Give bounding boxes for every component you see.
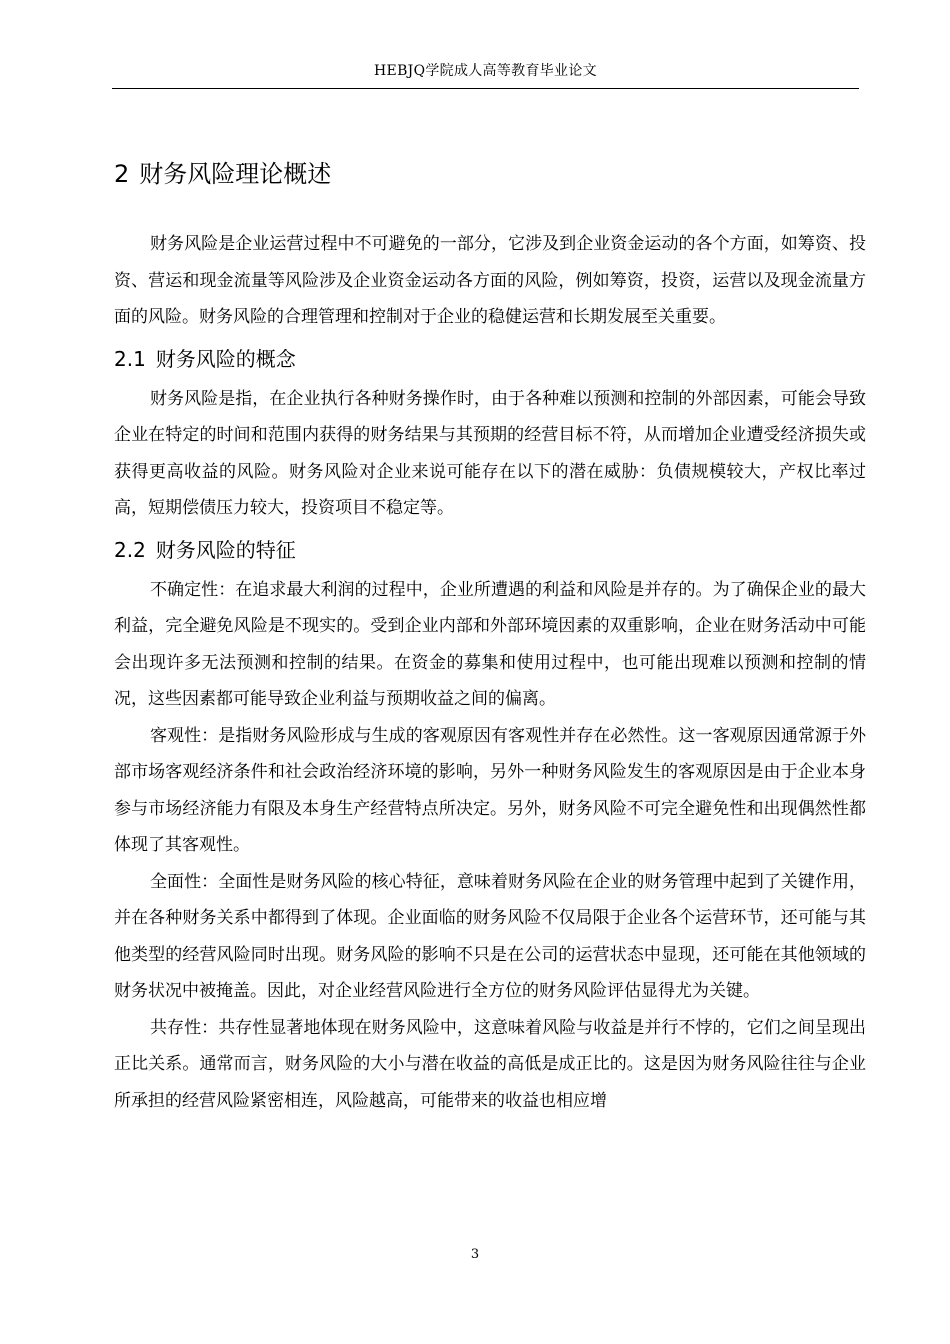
section-heading-2-1 [114, 344, 866, 374]
chapter-number: 2 [114, 160, 130, 188]
chapter-title: 财务风险理论概述 [139, 160, 332, 188]
header-divider [112, 88, 859, 89]
body-paragraph: 不确定性：在追求最大利润的过程中，企业所遭遇的利益和风险是并存的。为了确保企业的最大利益，完全避免风险是不现实的。受到企业内部和外部环境因素的双重影响，企业在财务活动中可能会出现许多无法预测和控制的结果。在资金的募集和使用过程中，也可能出现难以预测和控制的情况，这些因素都可能导致企业利益与预期收益之间的偏离。 [114, 579, 866, 709]
section-title: 财务风险的特征 [155, 537, 296, 562]
section-number: 2.1 [114, 346, 146, 371]
section-title: 财务风险的概念 [155, 346, 296, 371]
document-body [114, 150, 866, 1119]
page-number: 3 [470, 1247, 480, 1262]
body-paragraph: 客观性：是指财务风险形成与生成的客观原因有客观性并存在必然性。这一客观原因通常源于外部市场客观经济条件和社会政治经济环境的影响，另外一种财务风险发生的客观原因是由于企业本身参与市场经济能力有限及本身生产经营特点所决定。另外，财务风险不可完全避免性和出现偶然性都体现了其客观性。 [114, 725, 866, 855]
section-number: 2.2 [114, 537, 146, 562]
section-heading-2-2 [114, 535, 866, 565]
body-paragraph: 财务风险是指，在企业执行各种财务操作时，由于各种难以预测和控制的外部因素，可能会导致企业在特定的时间和范围内获得的财务结果与其预期的经营目标不符，从而增加企业遭受经济损失或获得更高收益的风险。财务风险对企业来说可能存在以下的潜在威胁：负债规模较大，产权比率过高，短期偿债压力较大，投资项目不稳定等。 [114, 388, 866, 518]
page-header-title: HEBJQ学院成人高等教育毕业论文 [374, 63, 597, 79]
body-paragraph: 共存性：共存性显著地体现在财务风险中，这意味着风险与收益是并行不悖的，它们之间呈现出正比关系。通常而言，财务风险的大小与潜在收益的高低是成正比的。这是因为财务风险往往与企业所承担的经营风险紧密相连，风险越高，可能带来的收益也相应增 [114, 1017, 866, 1111]
chapter-heading [114, 150, 866, 198]
intro-paragraph: 财务风险是企业运营过程中不可避免的一部分，它涉及到企业资金运动的各个方面，如筹资、投资、营运和现金流量等风险涉及企业资金运动各方面的风险，例如筹资，投资，运营以及现金流量方面的风险。财务风险的合理管理和控制对于企业的稳健运营和长期发展至关重要。 [114, 234, 866, 327]
body-paragraph: 全面性：全面性是财务风险的核心特征，意味着财务风险在企业的财务管理中起到了关键作用，并在各种财务关系中都得到了体现。企业面临的财务风险不仅局限于企业各个运营环节，还可能与其他类型的经营风险同时出现。财务风险的影响不只是在公司的运营状态中显现，还可能在其他领域的财务状况中被掩盖。因此，对企业经营风险进行全方位的财务风险评估显得尤为关键。 [114, 871, 866, 1001]
